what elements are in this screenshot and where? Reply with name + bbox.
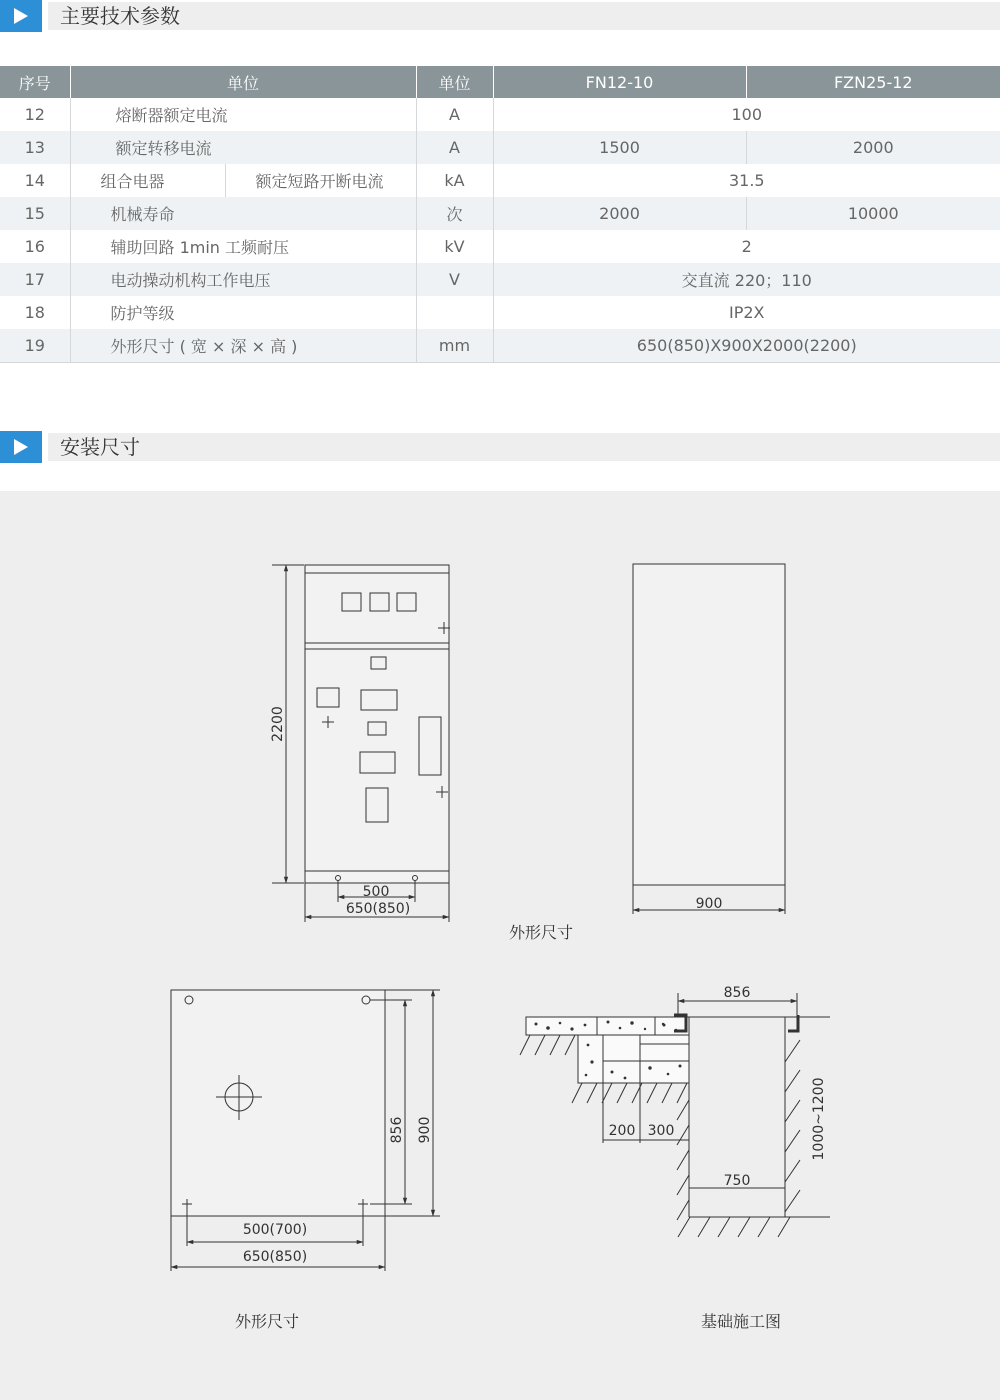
side-view-drawing <box>633 564 785 914</box>
cell-value-2: 2000 <box>746 131 1000 164</box>
cell-unit: V <box>416 263 493 296</box>
cell-value-1: 1500 <box>493 131 746 164</box>
cell-item: 额定转移电流 <box>70 131 416 164</box>
cell-value: 2 <box>493 230 1000 263</box>
cell-value: IP2X <box>493 296 1000 329</box>
dim-900-side: 900 <box>695 896 723 912</box>
cell-item: 额定短路开断电流 <box>225 164 416 197</box>
cell-no: 19 <box>0 329 70 363</box>
dim-750: 750 <box>723 1173 751 1189</box>
header-col2: FZN25-12 <box>746 66 1000 98</box>
dim-650-front: 650(850) <box>345 901 411 917</box>
cell-unit: A <box>416 131 493 164</box>
cell-item: 熔断器额定电流 <box>70 98 416 131</box>
cell-value: 交直流 220；110 <box>493 263 1000 296</box>
dim-2200: 2200 <box>270 706 286 742</box>
cell-item: 辅助回路 1min 工频耐压 <box>70 230 416 263</box>
cell-no: 13 <box>0 131 70 164</box>
cell-no: 12 <box>24 105 45 124</box>
cell-unit: A <box>416 98 493 131</box>
dim-856-foundation: 856 <box>723 985 751 1001</box>
cell-item: 电动操动机构工作电压 <box>70 263 416 296</box>
header-col1: FN12-10 <box>493 66 746 98</box>
cell-unit: kV <box>416 230 493 263</box>
cell-no: 16 <box>24 237 45 256</box>
dim-856-base: 856 <box>389 1116 405 1144</box>
section-title: 主要技术参数 <box>60 4 180 28</box>
foundation-drawing <box>520 993 830 1237</box>
header-no: 序号 <box>0 66 70 98</box>
dim-900-base: 900 <box>417 1116 433 1144</box>
cell-unit: mm <box>416 329 493 363</box>
cell-value-1: 2000 <box>493 197 746 230</box>
dim-1000-1200: 1000~1200 <box>811 1077 827 1161</box>
cell-item: 机械寿命 <box>70 197 416 230</box>
cell-no: 18 <box>24 303 45 322</box>
cell-no: 14 <box>24 171 45 190</box>
cell-unit: 次 <box>416 197 493 230</box>
header-unit: 单位 <box>416 66 493 98</box>
caption-foundation: 基础施工图 <box>701 1312 782 1331</box>
front-view-drawing <box>272 565 450 922</box>
dim-500-700: 500(700) <box>242 1222 308 1238</box>
cell-value: 100 <box>493 98 1000 131</box>
cell-value: 31.5 <box>493 164 1000 197</box>
cell-value: 650(850)X900X2000(2200) <box>493 329 1000 363</box>
dim-300: 300 <box>647 1123 675 1139</box>
dim-650-850-base: 650(850) <box>242 1249 308 1265</box>
dim-500: 500 <box>362 884 390 900</box>
caption-outline-top: 外形尺寸 <box>509 923 574 942</box>
cell-unit: kA <box>416 164 493 197</box>
caption-outline-base: 外形尺寸 <box>235 1312 300 1331</box>
cell-group: 组合电器 <box>70 164 225 197</box>
cell-value-2: 10000 <box>746 197 1000 230</box>
dim-200: 200 <box>608 1123 636 1139</box>
cell-item: 防护等级 <box>70 296 416 329</box>
header-item: 单位 <box>70 66 416 98</box>
cell-no: 15 <box>0 197 70 230</box>
cell-no: 17 <box>0 263 70 296</box>
cell-item: 外形尺寸 ( 宽 × 深 × 高 ) <box>70 329 416 363</box>
section-title: 安装尺寸 <box>60 435 140 459</box>
